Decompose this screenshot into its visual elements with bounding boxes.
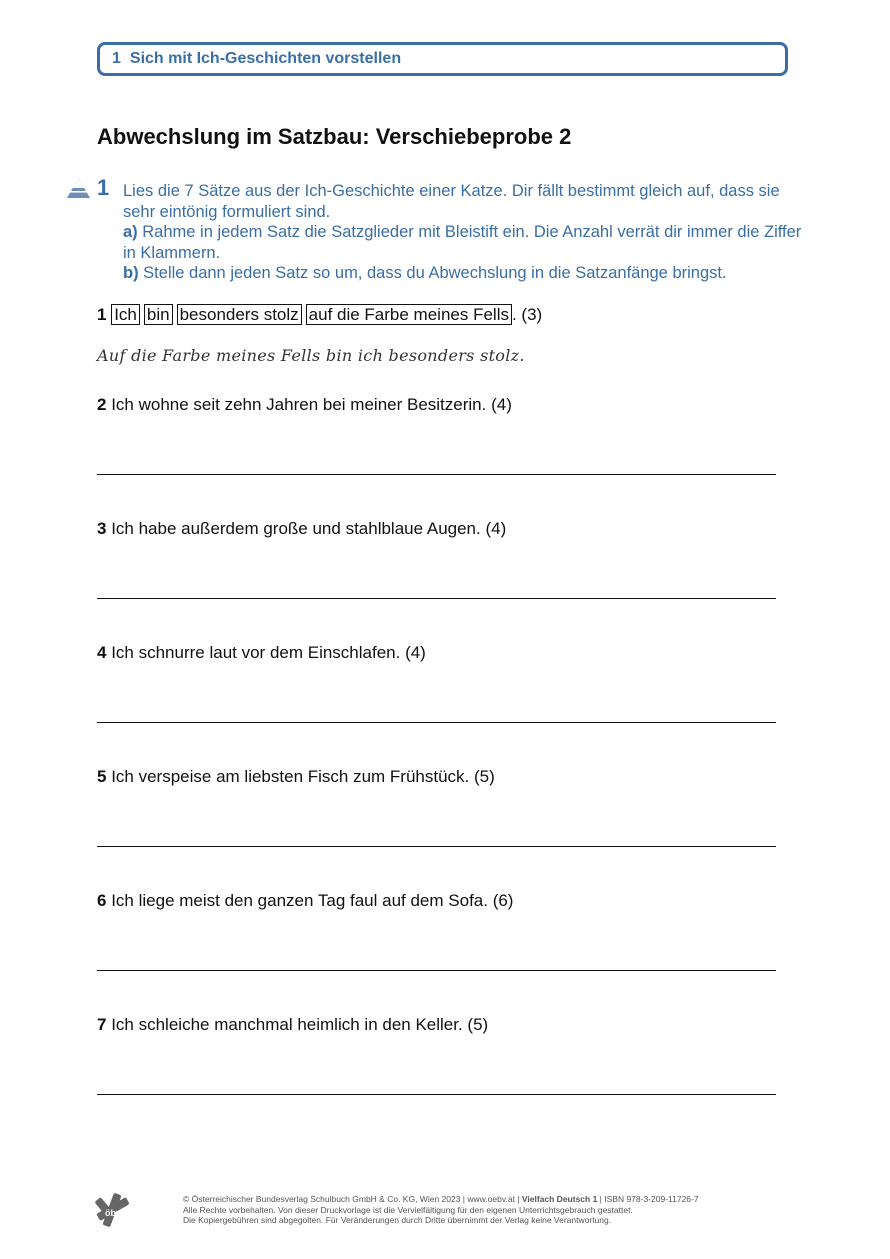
task-number: 1 — [97, 175, 110, 200]
task-part-b — [123, 263, 803, 284]
example-answer-handwritten: Auf die Farbe meines Fells bin ich besonders stolz. — [97, 346, 525, 365]
answer-line[interactable] — [97, 970, 776, 971]
exercise-sentence — [97, 767, 495, 787]
answer-line[interactable] — [97, 598, 776, 599]
sentence-part-box: Ich — [111, 304, 140, 325]
sentence-text: Ich liege meist den ganzen Tag faul auf dem Sofa. (6) — [111, 891, 514, 910]
task-part-a — [123, 222, 803, 263]
example-sentence — [97, 305, 542, 325]
footer-isbn: | ISBN 978-3-209-11726-7 — [597, 1194, 699, 1204]
task-a-label: a) — [123, 223, 138, 241]
sentence-number: 6 — [97, 891, 107, 910]
task-instructions — [123, 181, 803, 284]
answer-line[interactable] — [97, 1094, 776, 1095]
difficulty-triangle-icon — [66, 177, 91, 199]
sentence-part-box: auf die Farbe meines Fells — [306, 304, 512, 325]
sentence-part-box: besonders stolz — [177, 304, 302, 325]
chapter-title: Sich mit Ich-Geschichten vorstellen — [129, 50, 402, 67]
chapter-number: 1 — [112, 50, 121, 67]
footer-book-title: Vielfach Deutsch 1 — [521, 1194, 598, 1204]
oebv-logo — [95, 1192, 131, 1228]
sentence-text: Ich verspeise am liebsten Fisch zum Frühstück. (5) — [111, 767, 495, 786]
example-number: 1 — [97, 305, 107, 324]
sentence-number: 3 — [97, 519, 107, 538]
sentence-part-box: bin — [144, 304, 173, 325]
footer-publisher: © Österreichischer Bundesverlag Schulbuch GmbH & Co. KG, Wien 2023 | www.oebv.at | — [183, 1194, 522, 1204]
page-title: Abwechslung im Satzbau: Verschiebeprobe 2 — [97, 124, 572, 149]
answer-line[interactable] — [97, 474, 776, 475]
sentence-number: 4 — [97, 643, 107, 662]
sentence-number: 5 — [97, 767, 107, 786]
sentence-text: Ich schleiche manchmal heimlich in den Keller. (5) — [111, 1015, 489, 1034]
example-end: . (3) — [511, 305, 543, 324]
task-b-text: Stelle dann jeden Satz so um, dass du Abwechslung in die Satzanfänge bringst. — [143, 264, 727, 282]
footer-line-1 — [183, 1194, 783, 1205]
footer-line-3: Die Kopiergebühren sind abgegolten. Für Veränderungen durch Dritte übernimmt der Verlag keine Verantwortung. — [183, 1215, 612, 1225]
chapter-header — [97, 42, 788, 76]
task-b-label: b) — [123, 264, 139, 282]
sentence-text: Ich habe außerdem große und stahlblaue Augen. (4) — [111, 519, 507, 538]
exercise-sentence — [97, 643, 426, 663]
sentence-number: 7 — [97, 1015, 107, 1034]
exercise-sentence — [97, 1015, 488, 1035]
footer-copyright — [183, 1194, 783, 1226]
answer-line[interactable] — [97, 722, 776, 723]
task-intro: Lies die 7 Sätze aus der Ich-Geschichte einer Katze. Dir fällt bestimmt gleich auf, dass sie sehr eintönig formuliert sind. — [123, 182, 780, 221]
exercise-sentence — [97, 891, 513, 911]
sentence-number: 2 — [97, 395, 107, 414]
footer-line-2: Alle Rechte vorbehalten. Von dieser Druckvorlage ist die Vervielfältigung für den eigenen Unterrichtsgebrauch gestattet. — [183, 1204, 633, 1215]
task-a-text: Rahme in jedem Satz die Satzglieder mit Bleistift ein. Die Anzahl verrät dir immer die Ziffer in Klammern. — [123, 223, 802, 262]
exercise-sentence — [97, 519, 506, 539]
answer-line[interactable] — [97, 846, 776, 847]
logo-text: öbv — [104, 1208, 122, 1218]
exercise-sentence — [97, 395, 512, 415]
sentence-text: Ich wohne seit zehn Jahren bei meiner Besitzerin. (4) — [111, 395, 512, 414]
sentence-text: Ich schnurre laut vor dem Einschlafen. (4) — [111, 643, 426, 662]
